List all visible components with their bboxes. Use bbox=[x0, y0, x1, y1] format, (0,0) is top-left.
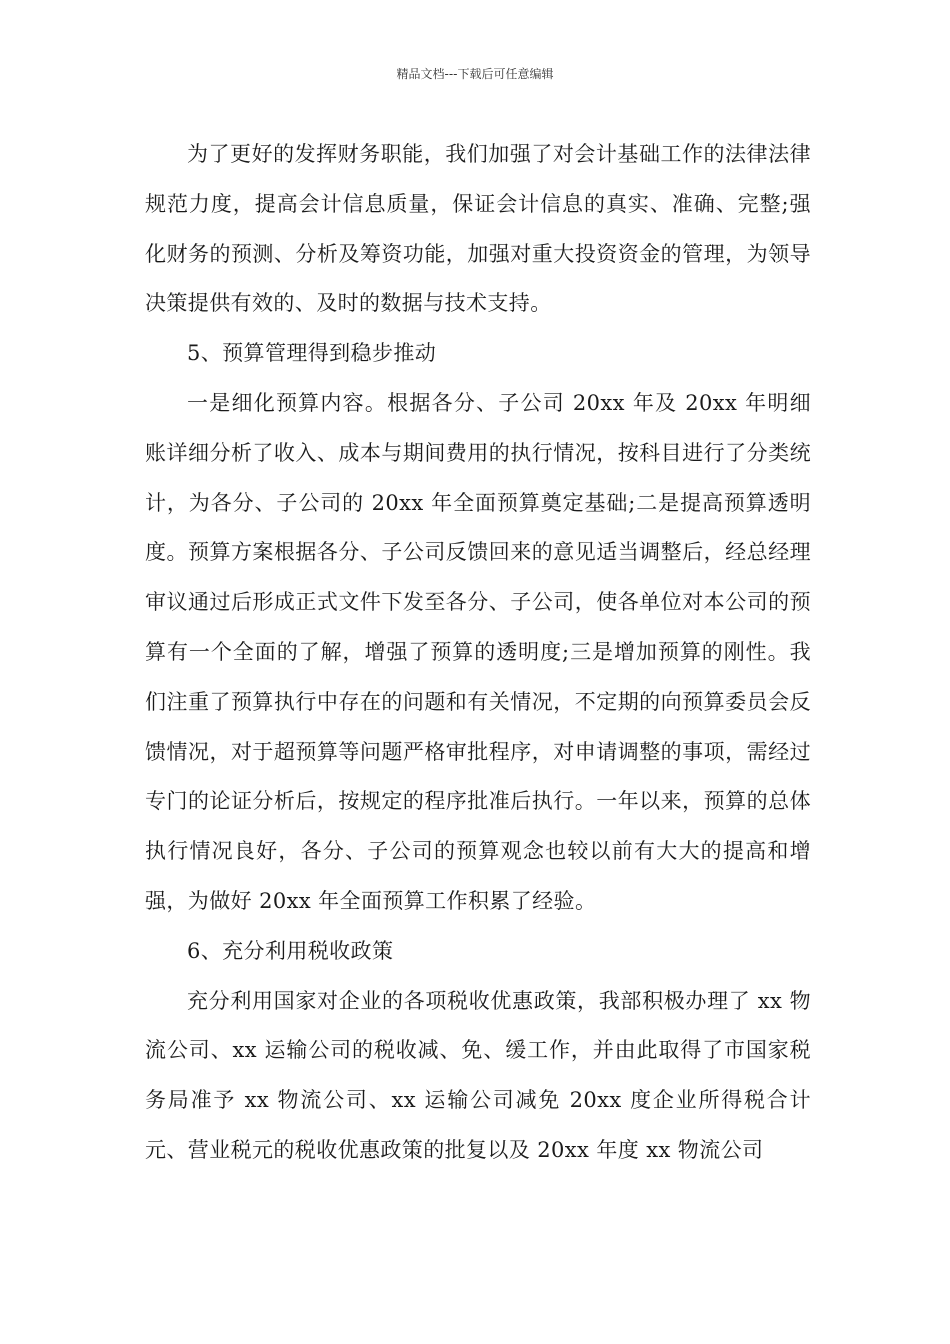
document-body bbox=[145, 130, 811, 1176]
page-header: 精品文档---下载后可任意编辑 bbox=[396, 67, 554, 81]
paragraph-budget-management: 一是细化预算内容。根据各分、子公司 20xx 年及 20xx 年明细账详细分析了收入、成本与期间费用的执行情况，按科目进行了分类统计，为各分、子公司的 20xx 年全面预算奠定基础;二是提高预算透明度。预算方案根据各分、子公司反馈回来的意见适当调整后，经总经理审议通过后形成正式文件下发至各分、子公司，使各单位对本公司的预算有一个全面的了解，增强了预算的透明度;三是增加预算的刚性。我们注重了预算执行中存在的问题和有关情况，不定期的向预算委员会反馈情况，对于超预算等问题严格审批程序，对申请调整的事项，需经过专门的论证分析后，按规定的程序批准后执行。一年以来，预算的总体执行情况良好，各分、子公司的预算观念也较以前有大大的提高和增强，为做好 20xx 年全面预算工作积累了经验。 bbox=[145, 390, 811, 913]
paragraph-finance-function: 为了更好的发挥财务职能，我们加强了对会计基础工作的法律法律规范力度，提高会计信息质量，保证会计信息的真实、准确、完整;强化财务的预测、分析及筹资功能，加强对重大投资资金的管理，为领导决策提供有效的、及时的数据与技术支持。 bbox=[145, 142, 811, 316]
section-heading-tax: 6、充分利用税收政策 bbox=[187, 938, 394, 963]
section-heading-budget: 5、预算管理得到稳步推动 bbox=[187, 341, 437, 366]
paragraph-tax-policy: 充分利用国家对企业的各项税收优惠政策，我部积极办理了 xx 物流公司、xx 运输公司的税收减、免、缓工作，并由此取得了市国家税务局准予 xx 物流公司、xx 运输公司减免 20xx 度企业所得税合计元、营业税元的税收优惠政策的批复以及 20xx 年度 xx 物流公司 bbox=[145, 988, 811, 1162]
